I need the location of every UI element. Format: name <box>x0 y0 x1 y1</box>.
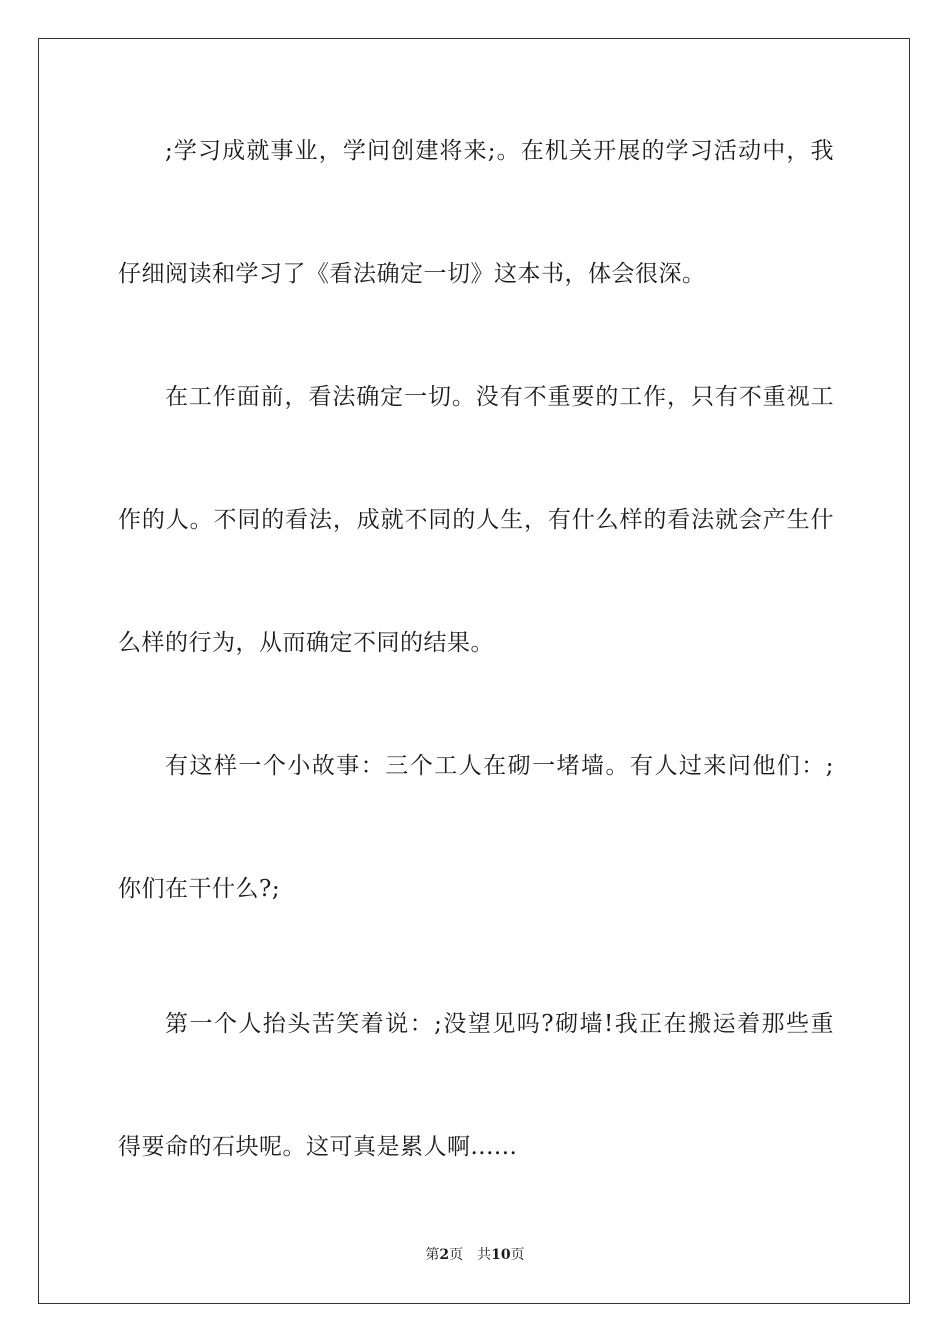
paragraph-2-line-3: 么样的行为，从而确定不同的结果。 <box>118 630 494 656</box>
paragraph-3-line-2: 你们在干什么?; <box>118 876 281 902</box>
page-frame <box>38 38 910 1304</box>
footer-page-number: 2 <box>439 1247 450 1263</box>
paragraph-2-line-1: 在工作面前，看法确定一切。没有不重要的工作，只有不重视工 <box>165 384 834 410</box>
paragraph-2-line-2: 作的人。不同的看法，成就不同的人生，有什么样的看法就会产生什 <box>118 507 834 533</box>
paragraph-4-line-2: 得要命的石块呢。这可真是累人啊...... <box>118 1134 518 1160</box>
footer-total-prefix: 共 <box>477 1247 492 1263</box>
paragraph-1-line-2: 仔细阅读和学习了《看法确定一切》这本书，体会很深。 <box>118 261 706 287</box>
paragraph-4-line-1: 第一个人抬头苦笑着说：;没望见吗?砌墙!我正在搬运着那些重 <box>165 1011 834 1037</box>
footer-page-prefix: 第 <box>425 1247 440 1263</box>
page-footer <box>0 1246 950 1264</box>
paragraph-1-line-1: ;学习成就事业，学问创建将来;。在机关开展的学习活动中，我 <box>165 138 834 164</box>
footer-total-suffix: 页 <box>510 1247 525 1263</box>
footer-page-suffix: 页 <box>449 1247 464 1263</box>
footer-total-number: 10 <box>491 1247 511 1263</box>
paragraph-3-line-1: 有这样一个小故事：三个工人在砌一堵墙。有人过来问他们：; <box>165 753 834 779</box>
